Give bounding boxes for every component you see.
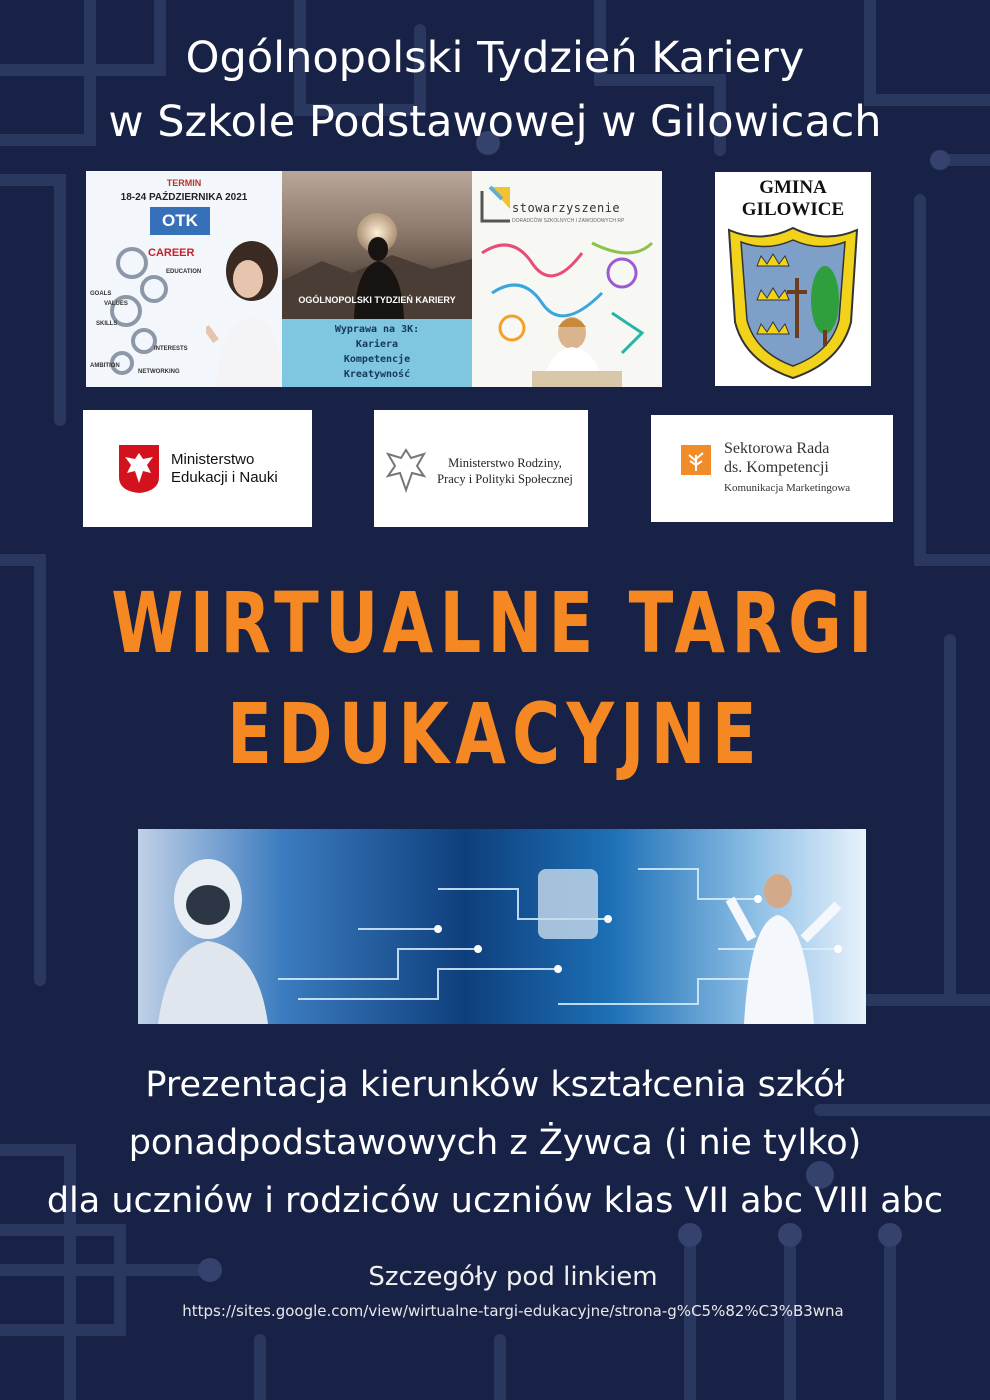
srk-tree-icon: [681, 445, 711, 475]
gmina-gilowice-logo: [715, 172, 871, 386]
career-label: CAREER: [148, 247, 195, 259]
details-link[interactable]: https://sites.google.com/view/wirtualne-targi-edukacyjne/strona-g%C5%82%C3%B3wna: [182, 1302, 844, 1320]
men-line2: Edukacji i Nauki: [171, 469, 278, 486]
box-line-3: Kompetencje: [343, 354, 411, 365]
mrpips-line2: Pracy i Polityki Społecznej: [437, 472, 573, 486]
men-logo: [83, 410, 312, 527]
event-dates: 18-24 PAŹDZIERNIKA 2021: [120, 192, 248, 203]
word-ambition: AMBITION: [90, 363, 120, 369]
woman-writing-image: [206, 231, 282, 387]
event-photo-collage: [86, 171, 662, 387]
word-goals: GOALS: [90, 291, 112, 297]
word-networking: NETWORKING: [138, 369, 180, 375]
otk-caption: OGÓLNOPOLSKI TYDZIEŃ KARIERY: [298, 295, 456, 305]
word-skills: SKILLS: [96, 321, 118, 327]
termin-label: TERMIN: [166, 178, 202, 188]
details-label: Szczegóły pod linkiem: [368, 1262, 658, 1292]
gmina-label: GMINA: [759, 177, 827, 198]
box-line-4: Kreatywność: [343, 369, 411, 380]
mrpips-logo: [374, 410, 588, 527]
box-line-2: Kariera: [355, 339, 399, 350]
srk-line3: Komunikacja Marketingowa: [724, 482, 851, 494]
headline-line1: WIRTUALNE TARGI: [111, 574, 879, 672]
polish-eagle-red-icon: [117, 443, 161, 495]
stowarzyszenie-label: stowarzyszenie: [512, 201, 621, 215]
stowarzyszenie-panel: [472, 171, 662, 387]
circuit-board-image: [138, 829, 866, 1024]
srk-line2: ds. Kompetencji: [724, 459, 829, 476]
header-title-line2: w Szkole Podstawowej w Gilowicach: [108, 97, 882, 147]
gilowice-label: GILOWICE: [741, 199, 845, 220]
header-title-line1: Ogólnopolski Tydzień Kariery: [185, 33, 805, 83]
description-line2: ponadpodstawowych z Żywca (i nie tylko): [128, 1123, 862, 1163]
stowarzyszenie-logo-icon: [480, 185, 512, 225]
otk-mountain-panel: [282, 171, 472, 387]
stowarzyszenie-sub: DORADCÓW SZKOLNYCH I ZAWODOWYCH RP: [512, 218, 625, 224]
description-line1: Prezentacja kierunków kształcenia szkół: [145, 1065, 845, 1105]
srk-line1: Sektorowa Rada: [724, 440, 830, 457]
mrpips-line1: Ministerstwo Rodziny,: [448, 456, 562, 470]
otk-logo: OTK: [150, 207, 210, 235]
word-interests: INTERESTS: [154, 346, 188, 352]
srk-logo: [651, 415, 893, 522]
coat-of-arms-icon: [721, 222, 865, 382]
gears-icon: [94, 241, 204, 381]
men-line1: Ministerstwo: [171, 451, 255, 468]
technology-banner-image: [138, 829, 866, 1024]
box-line-1: Wyprawa na 3K:: [334, 324, 420, 335]
word-education: EDUCATION: [166, 269, 202, 275]
description-line3: dla uczniów i rodziców uczniów klas VII abc VIII abc: [46, 1181, 944, 1221]
creative-doodles-image: [472, 233, 662, 387]
headline-line2: EDUKACYJNE: [227, 685, 763, 783]
polish-eagle-gray-icon: [384, 446, 428, 494]
word-values: VALUES: [104, 301, 128, 307]
expedition-3k-box: [282, 319, 472, 387]
otk-career-panel: [86, 171, 282, 387]
